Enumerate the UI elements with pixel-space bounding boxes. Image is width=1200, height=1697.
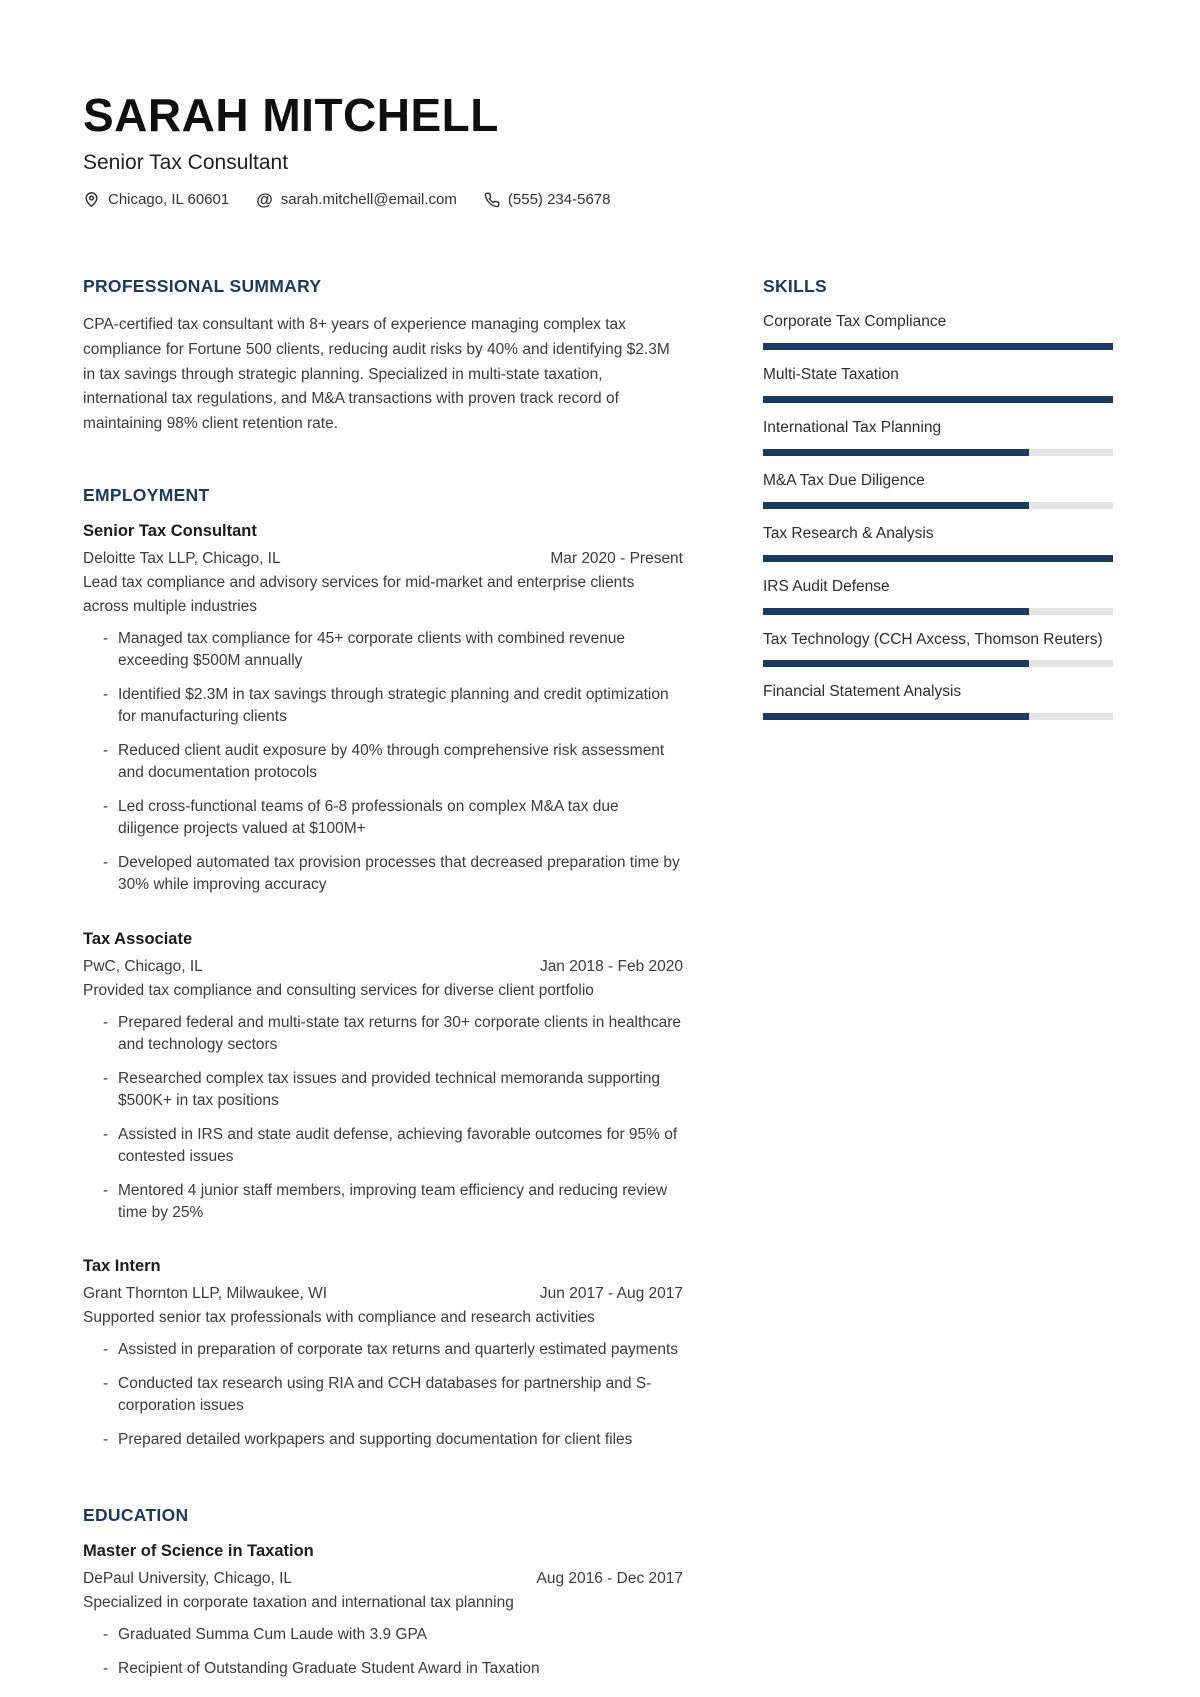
person-job-title: Senior Tax Consultant	[83, 151, 289, 174]
summary-heading: PROFESSIONAL SUMMARY	[83, 276, 322, 296]
contact-phone-text: (555) 234-5678	[507, 191, 611, 208]
job-company: PwC, Chicago, IL	[83, 957, 203, 975]
job-bullet: - Prepared detailed workpapers and supporting documentation for client files	[103, 1429, 683, 1451]
degree-title: Master of Science in Taxation	[83, 1542, 314, 1561]
education-entry	[83, 1542, 683, 1680]
skill-item	[763, 312, 1113, 350]
skill-bar-fill	[763, 396, 1113, 403]
location-pin-icon	[83, 191, 100, 208]
job-bullet: - Reduced client audit exposure by 40% through comprehensive risk assessment and documentation protocols	[103, 740, 683, 785]
skills-heading: SKILLS	[763, 276, 828, 296]
contact-location	[83, 191, 229, 208]
job-company: Grant Thornton LLP, Milwaukee, WI	[83, 1285, 328, 1303]
school-name: DePaul University, Chicago, IL	[83, 1570, 293, 1588]
skill-name: Corporate Tax Compliance	[763, 313, 947, 330]
skill-item	[763, 630, 1113, 668]
job-title: Senior Tax Consultant	[83, 521, 257, 540]
section-employment	[83, 485, 683, 1451]
job-entry	[83, 1257, 683, 1451]
job-title: Tax Intern	[83, 1257, 161, 1276]
job-bullet: - Developed automated tax provision processes that decreased preparation time by 30% while improving accuracy	[103, 852, 683, 897]
job-bullet: - Led cross-functional teams of 6-8 professionals on complex M&A tax due diligence projects valued at $100M+	[103, 796, 683, 841]
skill-item	[763, 471, 1113, 509]
job-bullet-list	[103, 1012, 683, 1225]
job-bullet: - Managed tax compliance for 45+ corporate clients with combined revenue exceeding $500M annually	[103, 628, 683, 673]
main-column	[83, 276, 683, 1691]
skill-bar-track	[763, 608, 1113, 615]
contact-location-text: Chicago, IL 60601	[108, 191, 230, 208]
contact-email-text: sarah.mitchell@email.com	[280, 191, 457, 208]
skill-bar-fill	[763, 502, 1029, 509]
job-bullet: - Researched complex tax issues and provided technical memoranda supporting $500K+ in tax positions	[103, 1068, 683, 1113]
skill-item	[763, 418, 1113, 456]
job-title: Tax Associate	[83, 929, 193, 948]
skill-item	[763, 365, 1113, 403]
person-name: SARAH MITCHELL	[83, 89, 499, 141]
skills-sidebar	[763, 276, 1113, 1691]
resume-header	[83, 89, 1113, 209]
job-bullet: - Assisted in preparation of corporate tax returns and quarterly estimated payments	[103, 1339, 683, 1361]
skill-bar-track	[763, 343, 1113, 350]
education-dates: Aug 2016 - Dec 2017	[536, 1570, 683, 1588]
skill-bar-track	[763, 660, 1113, 667]
skill-name: Multi-State Taxation	[763, 365, 899, 383]
job-bullet: - Assisted in IRS and state audit defense, achieving favorable outcomes for 95% of contested issues	[103, 1124, 683, 1169]
skill-bar-fill	[763, 449, 1029, 456]
section-education	[83, 1505, 683, 1680]
skill-name: Tax Technology (CCH Axcess, Thomson Reuters)	[763, 630, 1103, 648]
phone-icon	[484, 192, 500, 208]
skill-bar-fill	[763, 660, 1029, 667]
job-bullet: - Conducted tax research using RIA and CCH databases for partnership and S-corporation issues	[103, 1373, 683, 1418]
job-dates: Jun 2017 - Aug 2017	[539, 1285, 683, 1303]
job-bullet-list	[103, 1339, 683, 1451]
skill-bar-fill	[763, 343, 1113, 350]
job-entry	[83, 522, 683, 897]
contact-phone	[484, 191, 611, 208]
skill-item	[763, 524, 1113, 562]
skill-bar-fill	[763, 608, 1029, 615]
education-bullet-list	[103, 1624, 683, 1680]
employment-heading: EMPLOYMENT	[83, 484, 210, 505]
job-bullet-list	[103, 628, 683, 897]
education-heading: EDUCATION	[83, 1505, 189, 1526]
skill-bar-track	[763, 396, 1113, 403]
job-description: Supported senior tax professionals with compliance and research activities	[83, 1309, 595, 1327]
skill-bar-track	[763, 449, 1113, 456]
job-bullet: - Identified $2.3M in tax savings through strategic planning and credit optimization for manufacturing clients	[103, 684, 683, 729]
job-dates: Jan 2018 - Feb 2020	[539, 957, 683, 975]
job-company: Deloitte Tax LLP, Chicago, IL	[83, 549, 281, 567]
job-description: Lead tax compliance and advisory services for mid-market and enterprise clients across multiple industries	[83, 573, 635, 615]
education-bullet: - Recipient of Outstanding Graduate Student Award in Taxation	[103, 1658, 683, 1680]
contact-email	[256, 191, 457, 208]
skill-bar-track	[763, 555, 1113, 562]
skill-item	[763, 577, 1113, 615]
skill-bar-track	[763, 713, 1113, 720]
skill-item	[763, 682, 1113, 720]
education-bullet: - Graduated Summa Cum Laude with 3.9 GPA	[103, 1624, 683, 1646]
section-professional-summary	[83, 276, 683, 437]
skill-name: M&A Tax Due Diligence	[763, 471, 925, 489]
skill-bar-track	[763, 502, 1113, 509]
skill-bar-fill	[763, 713, 1029, 720]
at-sign-icon: @	[256, 190, 273, 209]
job-bullet: - Prepared federal and multi-state tax returns for 30+ corporate clients in healthcare and technology sectors	[103, 1012, 683, 1057]
summary-text: CPA-certified tax consultant with 8+ years of experience managing complex tax compliance for Fortune 500 clients, reducing audit risks by 40% and identifying $2.3M in tax savings through strategic planning. Specialized in multi-state taxation, international tax regulations, and M&A transactions with proven track record of maintaining 98% client retention rate.	[83, 316, 670, 433]
skill-name: IRS Audit Defense	[763, 577, 890, 595]
contact-row	[83, 191, 1113, 208]
job-description: Provided tax compliance and consulting services for diverse client portfolio	[83, 981, 594, 999]
job-dates: Mar 2020 - Present	[550, 549, 683, 567]
job-bullet: - Mentored 4 junior staff members, improving team efficiency and reducing review time by 25%	[103, 1180, 683, 1225]
skill-bar-fill	[763, 555, 1113, 562]
job-entry	[83, 930, 683, 1225]
skill-name: Tax Research & Analysis	[763, 524, 934, 542]
skill-name: Financial Statement Analysis	[763, 683, 962, 701]
education-description: Specialized in corporate taxation and international tax planning	[83, 1594, 514, 1612]
skill-name: International Tax Planning	[763, 418, 942, 436]
